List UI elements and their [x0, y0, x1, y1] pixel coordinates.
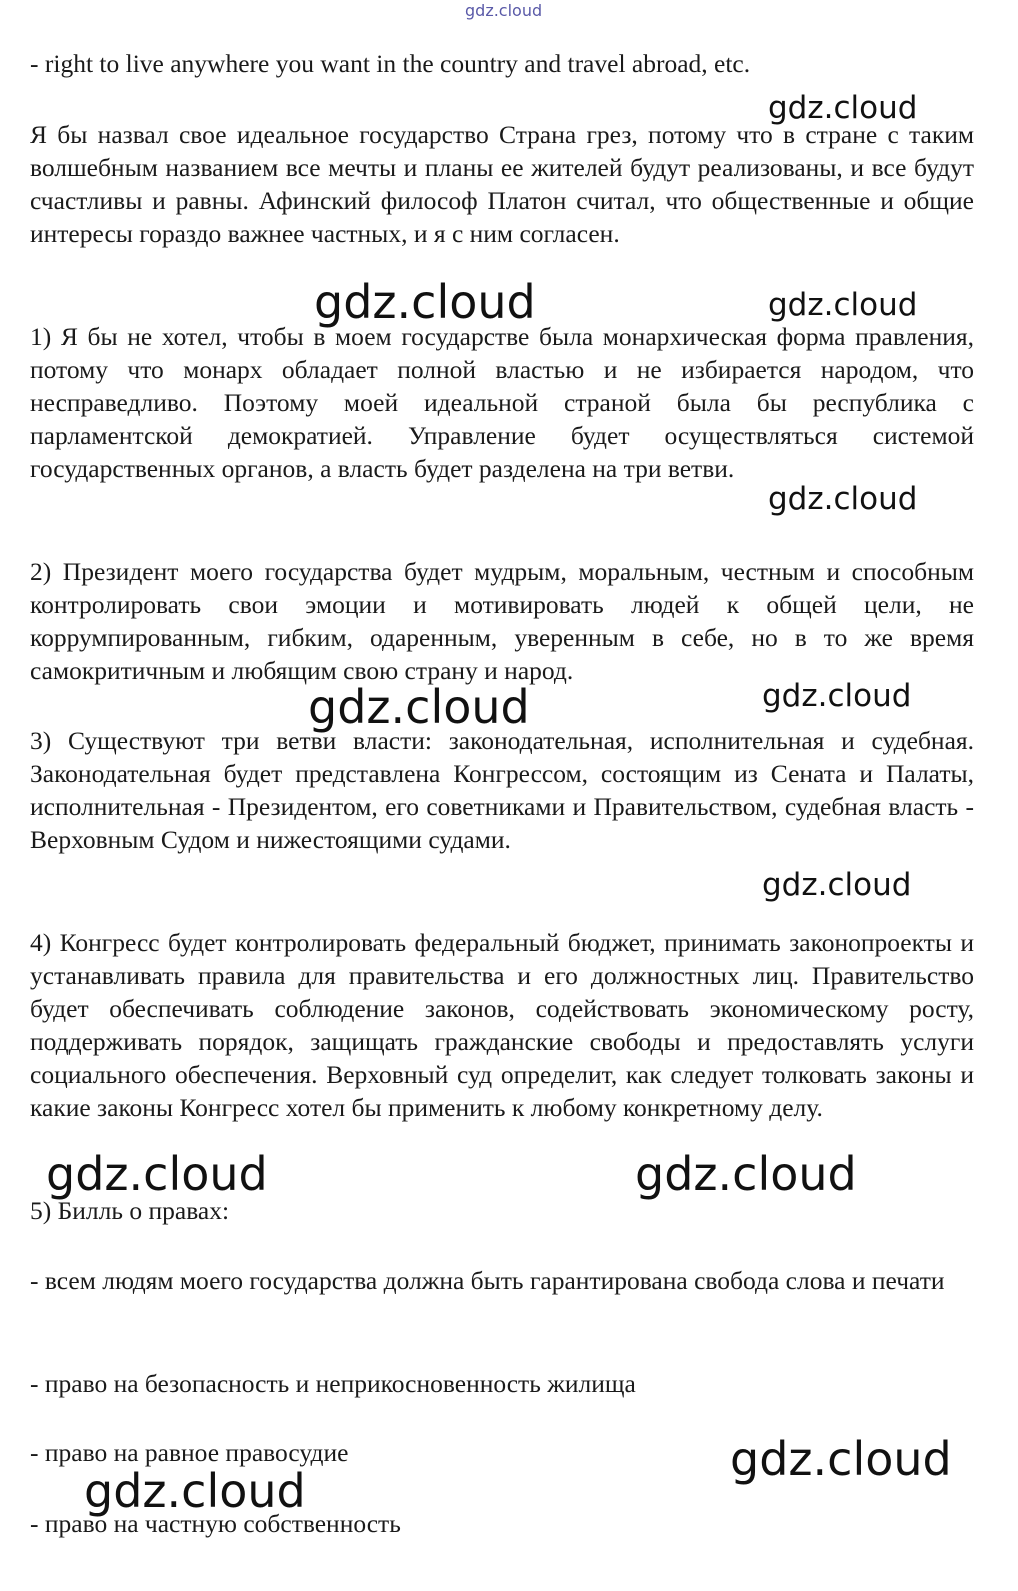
list-item-home-inviolability: - право на безопасность и неприкосновенность жилища [30, 1369, 636, 1398]
watermark: gdz.cloud [46, 1147, 268, 1201]
list-item-equal-justice: - право на равное правосудие [30, 1438, 349, 1467]
watermark: gdz.cloud [768, 287, 918, 323]
watermark: gdz.cloud [84, 1464, 306, 1518]
paragraph-4-congress-duties: 4) Конгресс будет контролировать федеральный бюджет, принимать законопроекты и устанавливать правила для правительства и его должностных лиц. Правительство будет обеспечивать соблюдение законов, содействовать экономическому росту, поддерживать порядок, защищать гражданские свободы и предоставлять услуги социального обеспечения. Верховный суд определит, как следует толковать законы и какие законы Конгресс хотел бы применить к любому конкретному делу. [30, 928, 974, 1122]
watermark: gdz.cloud [308, 680, 530, 734]
paragraph-1-form-of-government: 1) Я бы не хотел, чтобы в моем государстве была монархическая форма правления, потому что монарх обладает полной властью и не избирается народом, что несправедливо. Поэтому моей идеальной страной была бы республика с парламентской демократией. Управление будет осуществляться системой государственных органов, а власть будет разделена на три ветви. [30, 322, 974, 483]
watermark: gdz.cloud [730, 1432, 952, 1486]
watermark: gdz.cloud [768, 90, 918, 126]
paragraph-3-branches: 3) Существуют три ветви власти: законодательная, исполнительная и судебная. Законодательная будет представлена Конгрессом, состоящим из Сената и Палаты, исполнительная - Президентом, его советниками и Правительством, судебная власть - Верховным Судом и нижестоящими судами. [30, 726, 974, 854]
list-item-private-property: - право на частную собственность [30, 1509, 401, 1538]
watermark: gdz.cloud [762, 678, 912, 714]
watermark: gdz.cloud [314, 275, 536, 329]
watermark: gdz.cloud [635, 1147, 857, 1201]
header-watermark: gdz.cloud [465, 1, 543, 20]
paragraph-intro-dreamland: Я бы назвал свое идеальное государство Страна грез, потому что в стране с таким волшебным названием все мечты и планы ее жителей будут реализованы, и все будут счастливы и равны. Афинский философ Платон считал, что общественные и общие интересы гораздо важнее частных, и я с ним согласен. [30, 120, 974, 248]
paragraph-5-bill-of-rights: 5) Билль о правах: [30, 1196, 230, 1225]
watermark: gdz.cloud [768, 481, 918, 517]
paragraph-2-president: 2) Президент моего государства будет мудрым, моральным, честным и способным контролировать свои эмоции и мотивировать людей к общей цели, не коррумпированным, гибким, одаренным, уверенным в себе, но в то же время самокритичным и любящим свою страну и народ. [30, 557, 974, 685]
paragraph-rights-travel: - right to live anywhere you want in the country and travel abroad, etc. [30, 49, 751, 78]
list-item-freedom-of-speech: - всем людям моего государства должна быть гарантирована свобода слова и печати [30, 1266, 945, 1295]
watermark: gdz.cloud [762, 867, 912, 903]
